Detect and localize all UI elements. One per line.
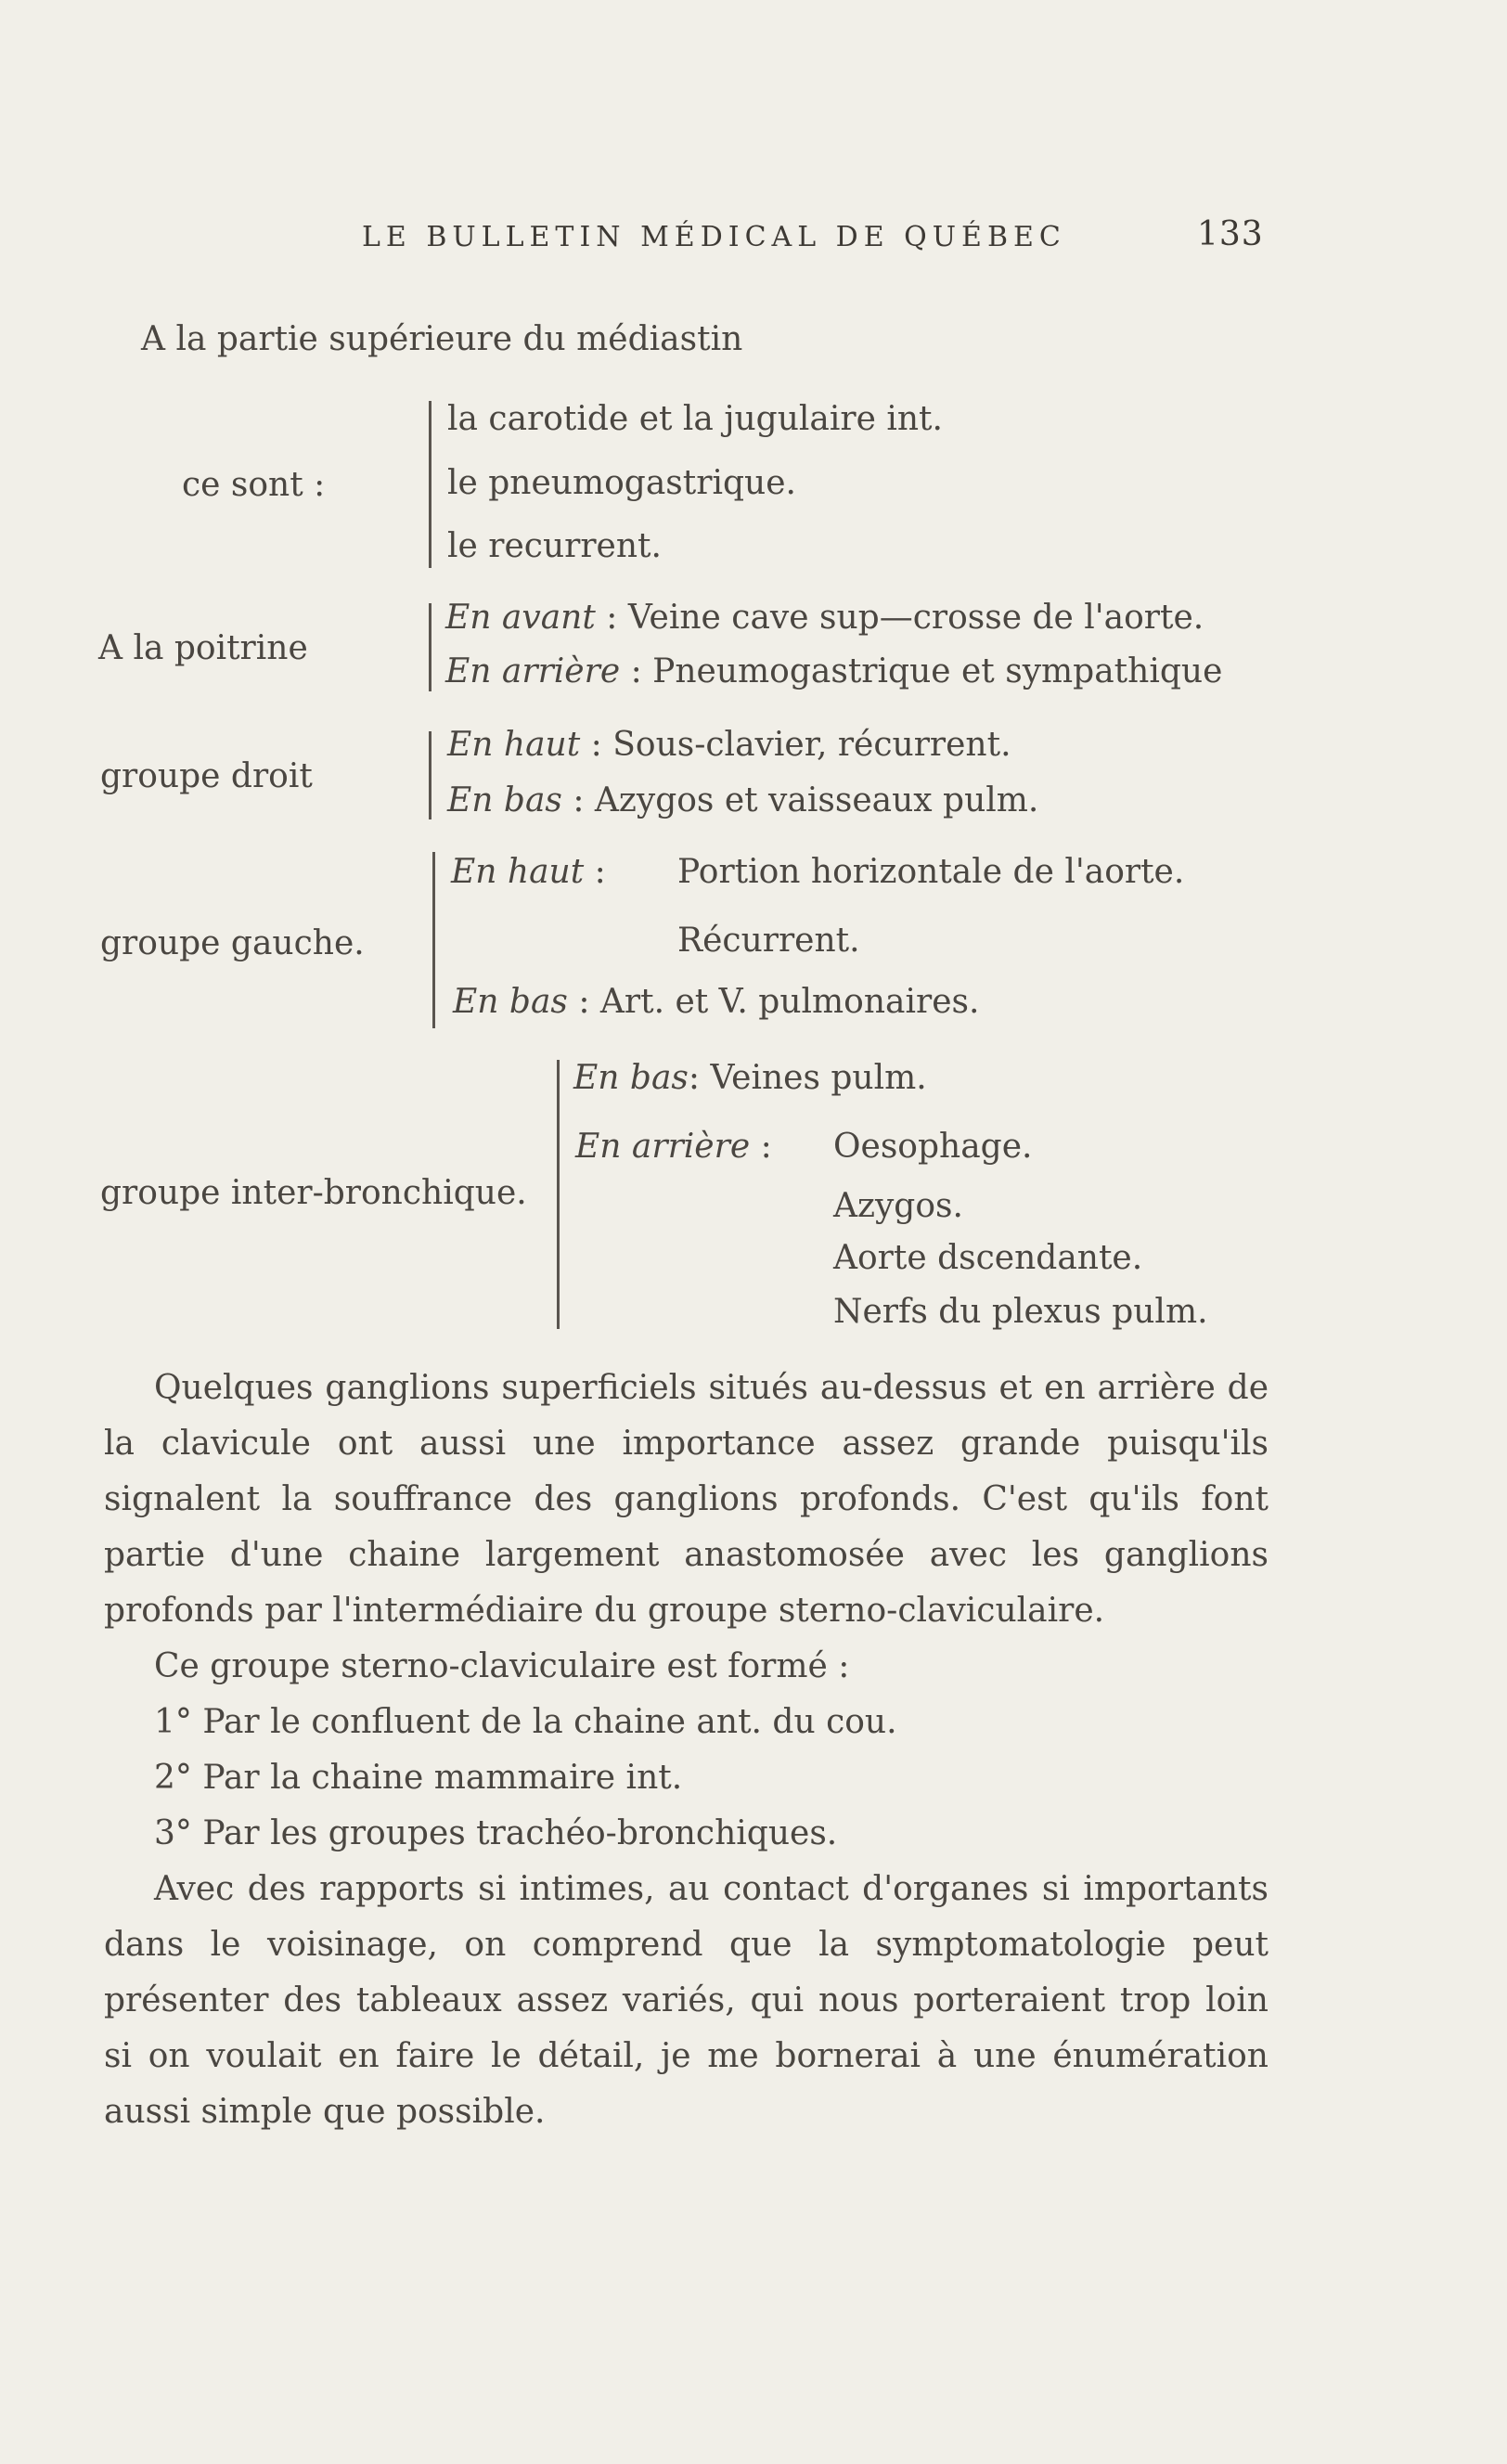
row-line: [445, 601, 1204, 635]
row-label-groupe-droit: groupe droit: [100, 757, 313, 795]
row-label-poitrine: A la poitrine: [98, 629, 308, 667]
line-key: En avant: [445, 599, 596, 637]
paragraph: Avec des rapports si intimes, au contact d'organes si importants dans le voisinage, on comprend que la symptomatologie peut présenter des tableaux assez variés, qui nous porteraient trop loin si on voulait en faire le détail, je me bornerai à une énumération aussi simple que possible.: [104, 1870, 1269, 2131]
brace: [429, 731, 431, 819]
row-label-ce-sont: ce sont :: [182, 466, 326, 504]
brace: [432, 852, 435, 1028]
line-value: : Sous-clavier, récurrent.: [580, 726, 1011, 764]
paragraph: Quelques ganglions superficiels situés au-dessus et en arrière de la clavicule ont aussi une importance assez grande puisqu'ils signalent la souffrance des ganglions profonds. C'est qu'ils font partie d'une chaine largement anastomosée avec les ganglions profonds par l'intermédiaire du groupe sterno-claviculaire.: [104, 1369, 1269, 1630]
line-key: En bas: [453, 983, 568, 1021]
row-line: [445, 652, 1223, 690]
row-line: le recurrent.: [447, 527, 662, 565]
list-item: 3° Par les groupes trachéo-bronchiques.: [154, 1814, 838, 1852]
row-line: [447, 781, 1039, 819]
line-sep: :: [584, 853, 606, 891]
body-text: [104, 1361, 1269, 2140]
line-value: : Pneumogastrique et sympathique: [620, 652, 1223, 690]
brace: [429, 603, 431, 691]
line-sep: :: [750, 1128, 772, 1166]
row-line: Azygos.: [833, 1187, 963, 1225]
brace: [557, 1060, 560, 1329]
row-line: Nerfs du plexus pulm.: [833, 1293, 1208, 1331]
row-line: [453, 983, 980, 1021]
line-value: : Art. et V. pulmonaires.: [567, 983, 980, 1021]
row-line: [451, 853, 606, 891]
line-value: : Veines pulm.: [688, 1059, 927, 1097]
running-header-title: LE BULLETIN MÉDICAL DE QUÉBEC: [362, 221, 1066, 253]
row-line: Portion horizontale de l'aorte.: [677, 853, 1185, 891]
list-item: 1° Par le confluent de la chaine ant. du cou.: [154, 1703, 897, 1741]
row-line: Oesophage.: [833, 1128, 1033, 1166]
line-value: : Veine cave sup—crosse de l'aorte.: [595, 599, 1204, 637]
line-key: En haut: [451, 853, 585, 891]
row-line: [447, 726, 1011, 764]
row-line: Récurrent.: [677, 922, 860, 960]
row-label-groupe-gauche: groupe gauche.: [100, 924, 365, 962]
line-value: : Azygos et vaisseaux pulm.: [561, 781, 1039, 819]
line-key: En arrière: [445, 652, 621, 690]
line-key: En arrière: [575, 1128, 751, 1166]
row-line: le pneumogastrique.: [447, 464, 796, 502]
line-key: En bas: [447, 781, 562, 819]
list-item: 2° Par la chaine mammaire int.: [154, 1759, 683, 1797]
line-key: En bas: [573, 1059, 689, 1097]
row-line: Aorte dscendante.: [833, 1239, 1143, 1277]
row-line: la carotide et la jugulaire int.: [447, 400, 943, 438]
brace: [429, 401, 431, 568]
paragraph: Ce groupe sterno-claviculaire est formé :: [154, 1647, 850, 1685]
row-line: [575, 1130, 772, 1164]
intro-line: A la partie supérieure du médiastin: [141, 320, 743, 358]
row-line: [573, 1059, 927, 1097]
row-label-inter-bronchique: groupe inter-bronchique.: [100, 1174, 527, 1212]
page-number: 133: [1197, 215, 1264, 253]
line-key: En haut: [447, 726, 581, 764]
